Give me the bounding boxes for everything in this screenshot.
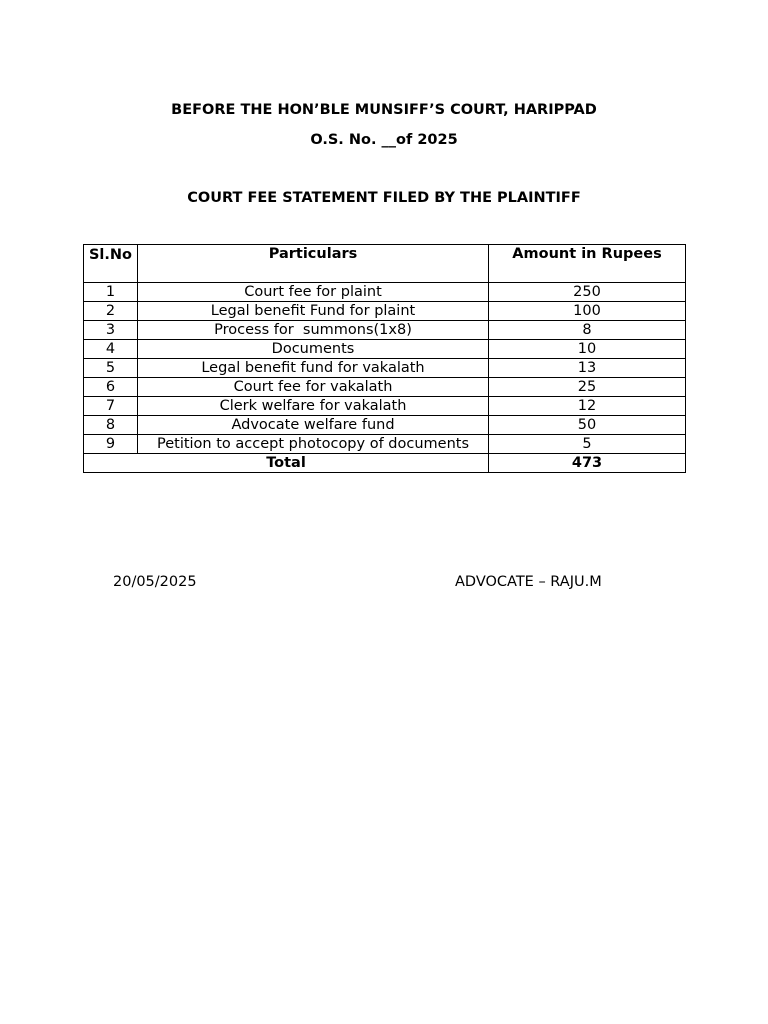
- particular-cell: Advocate welfare fund: [138, 416, 489, 435]
- particular-cell: Court fee for plaint: [138, 283, 489, 302]
- table-row: [84, 321, 686, 340]
- table-row: [84, 378, 686, 397]
- table-row: [84, 302, 686, 321]
- amount-cell: 10: [489, 340, 686, 359]
- total-row: [84, 454, 686, 473]
- slno-cell: 4: [84, 340, 138, 359]
- table-row: [84, 340, 686, 359]
- slno-cell: 2: [84, 302, 138, 321]
- slno-header: Sl.No: [84, 245, 138, 283]
- court-fee-table: [83, 244, 686, 473]
- table-row: [84, 416, 686, 435]
- particular-cell: Documents: [138, 340, 489, 359]
- particular-cell: Process for summons(1x8): [138, 321, 489, 340]
- total-amount: 473: [489, 454, 686, 473]
- total-label: Total: [84, 454, 489, 473]
- table-row: [84, 359, 686, 378]
- particular-cell: Court fee for vakalath: [138, 378, 489, 397]
- amount-header: Amount in Rupees: [489, 245, 686, 283]
- amount-cell: 8: [489, 321, 686, 340]
- slno-cell: 6: [84, 378, 138, 397]
- amount-cell: 12: [489, 397, 686, 416]
- court-heading: BEFORE THE HON’BLE MUNSIFF’S COURT, HARIPPAD: [171, 102, 597, 118]
- amount-cell: 13: [489, 359, 686, 378]
- slno-cell: 9: [84, 435, 138, 454]
- table-header-row: [84, 245, 686, 283]
- table-row: [84, 435, 686, 454]
- amount-cell: 250: [489, 283, 686, 302]
- case-number: O.S. No. __of 2025: [310, 132, 458, 148]
- table-row: [84, 397, 686, 416]
- slno-cell: 8: [84, 416, 138, 435]
- table-row: [84, 283, 686, 302]
- particular-cell: Legal benefit Fund for plaint: [138, 302, 489, 321]
- slno-cell: 3: [84, 321, 138, 340]
- amount-cell: 25: [489, 378, 686, 397]
- slno-cell: 7: [84, 397, 138, 416]
- slno-cell: 5: [84, 359, 138, 378]
- filing-date: 20/05/2025: [113, 574, 197, 590]
- statement-title: COURT FEE STATEMENT FILED BY THE PLAINTIFF: [187, 190, 581, 206]
- amount-cell: 100: [489, 302, 686, 321]
- particular-cell: Petition to accept photocopy of documents: [138, 435, 489, 454]
- particular-cell: Legal benefit fund for vakalath: [138, 359, 489, 378]
- advocate-signature: ADVOCATE – RAJU.M: [455, 574, 602, 590]
- particulars-header: Particulars: [138, 245, 489, 283]
- amount-cell: 50: [489, 416, 686, 435]
- slno-cell: 1: [84, 283, 138, 302]
- table-body: [84, 283, 686, 473]
- particular-cell: Clerk welfare for vakalath: [138, 397, 489, 416]
- amount-cell: 5: [489, 435, 686, 454]
